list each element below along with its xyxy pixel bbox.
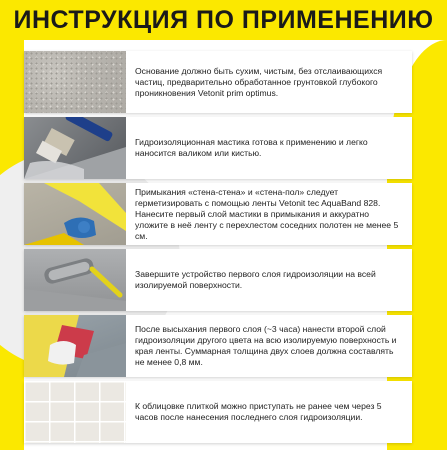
step-1-text: Основание должно быть сухим, чистым, без отслаивающихся частиц, предварительно обработанное грунтовкой глубокого проникновения Vetonit prim optimus. [135, 65, 383, 98]
step-5-text-box [126, 315, 412, 377]
step-4-text: Завершите устройство первого слоя гидроизоляции на всей изолируемой поверхности. [135, 269, 376, 290]
second-layer-illustration [24, 315, 126, 377]
roller-illustration [24, 249, 126, 311]
step-4 [24, 249, 412, 311]
step-3 [24, 183, 412, 245]
tiled-wall-photo [24, 381, 126, 443]
roller-applying-first-layer-photo [24, 249, 126, 311]
corner-tape-application-photo [24, 183, 126, 245]
step-5 [24, 315, 412, 377]
step-2-text-box [126, 117, 412, 179]
tape-illustration [24, 183, 126, 245]
brush-illustration [24, 117, 126, 179]
step-5-text: После высыхания первого слоя (~3 часа) нанести второй слой гидроизоляции другого цвета на всю изолируемую поверхность и края ленты. Суммарная толщина двух слоев должна составлять не менее 0,8 мм. [135, 324, 397, 367]
step-6-text: К облицовке плиткой можно приступать не ранее чем через 5 часов после нанесения последнего слоя гидроизоляции. [135, 401, 382, 422]
brush-applying-mastic-photo [24, 117, 126, 179]
step-6 [24, 381, 412, 443]
wall-tiles [24, 381, 126, 443]
step-1 [24, 51, 412, 113]
step-6-text-box [126, 381, 412, 443]
step-3-text-box [126, 183, 412, 245]
step-3-text: Примыкания «стена-стена» и «стена-пол» следует герметизировать с помощью ленты Vetonit tec AquaBand 828. Нанесите первый слой мастики в примыкания и аккуратно уложите в неё ленту с перехлестом соседних полотен не менее 5 см. [135, 186, 399, 241]
page-title: ИНСТРУКЦИЯ ПО ПРИМЕНЕНИЮ [13, 5, 434, 34]
second-layer-application-photo [24, 315, 126, 377]
step-2 [24, 117, 412, 179]
primed-concrete-surface-photo [24, 51, 126, 113]
step-1-text-box [126, 51, 412, 113]
step-4-text-box [126, 249, 412, 311]
header-banner [0, 0, 447, 40]
step-2-text: Гидроизоляционная мастика готова к применению и легко наносится валиком или кистью. [135, 137, 368, 158]
